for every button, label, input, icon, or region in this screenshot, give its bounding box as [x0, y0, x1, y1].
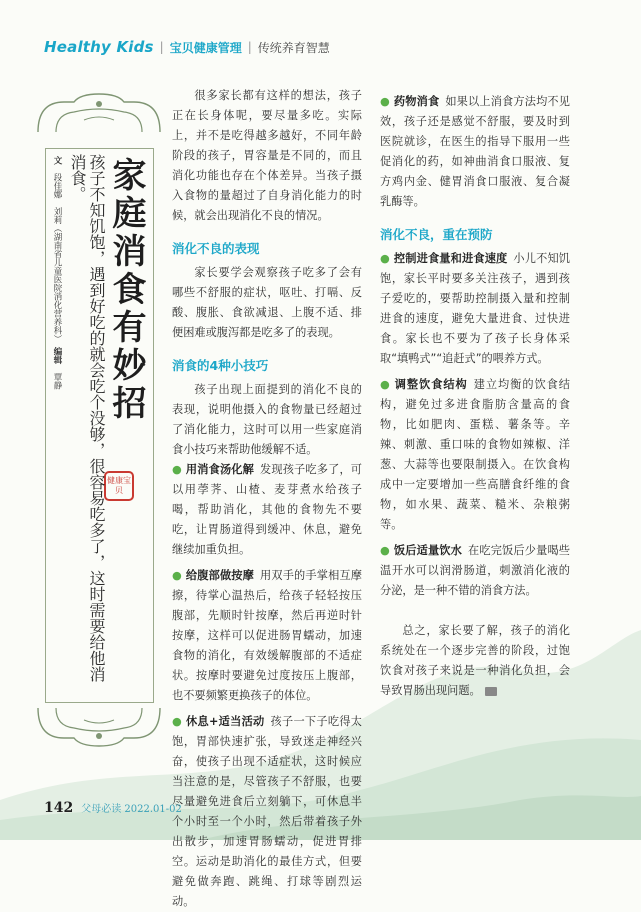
tip-item [172, 712, 362, 912]
tip-text: 用双手的手掌相互摩擦，待掌心温热后，给孩子轻轻按压腹部，先顺时针按摩，然后再逆时针按摩，这样可以促进肠胃蠕动，加速食物的消化，有效缓解腹部的不适症状。按摩时要避免过度按压上腹部，也不要频繁更换孩子的体位。 [172, 569, 362, 702]
byline [51, 156, 62, 390]
tip-item [380, 375, 570, 535]
header-separator: | [247, 40, 252, 54]
tip-item [380, 541, 570, 601]
section-heading: 消食的4种小技巧 [172, 358, 269, 373]
red-seal-stamp: 健康宝贝 [104, 471, 134, 501]
bullet-icon: ● [172, 715, 183, 728]
bullet-icon: ● [172, 569, 182, 582]
author-label: 文 [52, 156, 62, 165]
bullet-icon: ● [380, 544, 390, 557]
tip-title: 控制进食量和进食速度 [393, 252, 508, 265]
tip-text: 在吃完饭后少量喝些温开水可以润滑肠道，刺激消化液的分泌，是一种不错的消食方法。 [380, 544, 570, 597]
brand-name: Healthy Kids [44, 38, 154, 56]
tip-text: 发现孩子吃多了，可以用荸荠、山楂、麦芽煮水给孩子喝，帮助消化，其他的食物先不要吃，让胃肠道得到缓冲、休息，避免继续加重负担。 [172, 463, 362, 556]
section-name: 宝贝健康管理 [169, 40, 242, 55]
tip-item [172, 460, 362, 560]
bullet-icon: ● [380, 252, 390, 265]
page-footer [44, 800, 182, 816]
tip-item [380, 92, 570, 212]
ornament-bottom-icon [34, 704, 164, 748]
end-mark-icon [485, 687, 497, 696]
body-column-1 [172, 86, 362, 912]
section-heading: 消化不良，重在预防 [380, 227, 493, 242]
tip-item [380, 249, 570, 369]
tip-title: 给腹部做按摩 [185, 569, 255, 582]
subsection-name: 传统养育智慧 [257, 40, 330, 55]
editor-name: 覃静 [52, 372, 62, 390]
tip-text: 如果以上消食方法均不见效，孩子还是感觉不舒服，要及时到医院就诊，在医生的指导下服用一些促消化的药，如神曲消食口服液、复方鸡内金、健胃消食口服液、复合凝乳酶等。 [380, 95, 570, 208]
section-heading: 消化不良的表现 [172, 241, 260, 256]
tip-text: 孩子一下子吃得太饱，胃部快速扩张，导致迷走神经兴奋，使孩子出现不适症状，这时候应当注意的是，尽管孩子不舒服，也要尽量避免进食后立刻躺下，可休息半个小时至一个小时，然后带着孩子外出散步，加速胃肠蠕动，促进胃排空。运动是助消化的最佳方式，但要避免做奔跑、跳绳、打球等剧烈运动。 [172, 715, 362, 908]
conclusion-text: 总之，家长要了解，孩子的消化系统处在一个逐步完善的阶段，过饱饮食对孩子来说是一种消化负担，会导致胃肠出现问题。 [380, 624, 570, 697]
tip-title: 休息+适当活动 [186, 715, 265, 728]
author-names: 段佳娜 刘莉（湖南省儿童医院消化营养科） [52, 173, 62, 339]
tip-item [172, 566, 362, 706]
page-number: 142 [44, 800, 74, 816]
bullet-icon: ● [172, 463, 182, 476]
bullet-icon: ● [380, 95, 390, 108]
tip-text: 建立均衡的饮食结构，避免过多进食脂肪含量高的食物，比如肥肉、蛋糕、薯条等。辛辣、刺激、重口味的食物如辣椒、洋葱、大蒜等也要限制摄入。在饮食构成中一定要增加一些高膳食纤维的食物，如水果、蔬菜、糙米、杂粮粥等。 [380, 378, 570, 531]
paragraph: 孩子出现上面提到的消化不良的表现，说明他摄入的食物量已经超过了消化能力，这时可以用一些家庭消食小技巧来帮助他缓解不适。 [172, 383, 362, 456]
tip-title: 药物消食 [393, 95, 440, 108]
body-column-2 [380, 86, 570, 701]
page-header [44, 38, 330, 56]
editor-label: 编辑 [52, 347, 62, 365]
tip-title: 饭后适量饮水 [393, 544, 463, 557]
header-separator: | [159, 40, 164, 54]
tip-text: 小儿不知饥饱，家长平时要多关注孩子，遇到孩子爱吃的，要帮助控制摄入量和控制进食的速度，避免大量进食、过快进食。家长也不要为了孩子长身体采取“填鸭式”“追赶式”的喂养方式。 [380, 252, 570, 365]
journal-info: 父母必读 2022.01-02 [81, 804, 182, 815]
conclusion-paragraph [380, 621, 570, 701]
tip-title: 调整饮食结构 [394, 378, 468, 391]
tip-title: 用消食汤化解 [185, 463, 255, 476]
article-subtitle: 孩子不知饥饱，遇到好吃的就会吃个没够，很容易吃多了，这时需要给他消消食。 [68, 154, 106, 682]
intro-paragraph: 很多家长都有这样的想法，孩子正在长身体呢，要尽量多吃。实际上，并不是吃得越多越好，不同年龄阶段的孩子，胃容量是不同的，而且消化功能也存在个体差异。当孩子摄入食物的量超过了自身消化能力的时候，就会出现消化不良的情况。 [172, 89, 362, 222]
ornament-top-icon [34, 92, 164, 136]
bullet-icon: ● [380, 378, 391, 391]
article-title: 家庭消食有妙招 [106, 157, 146, 423]
paragraph: 家长要学会观察孩子吃多了会有哪些不舒服的症状，呕吐、打嗝、反酸、腹胀、食欲减退、上腹不适、排便困难或腹泻都是吃多了的表现。 [172, 266, 362, 339]
